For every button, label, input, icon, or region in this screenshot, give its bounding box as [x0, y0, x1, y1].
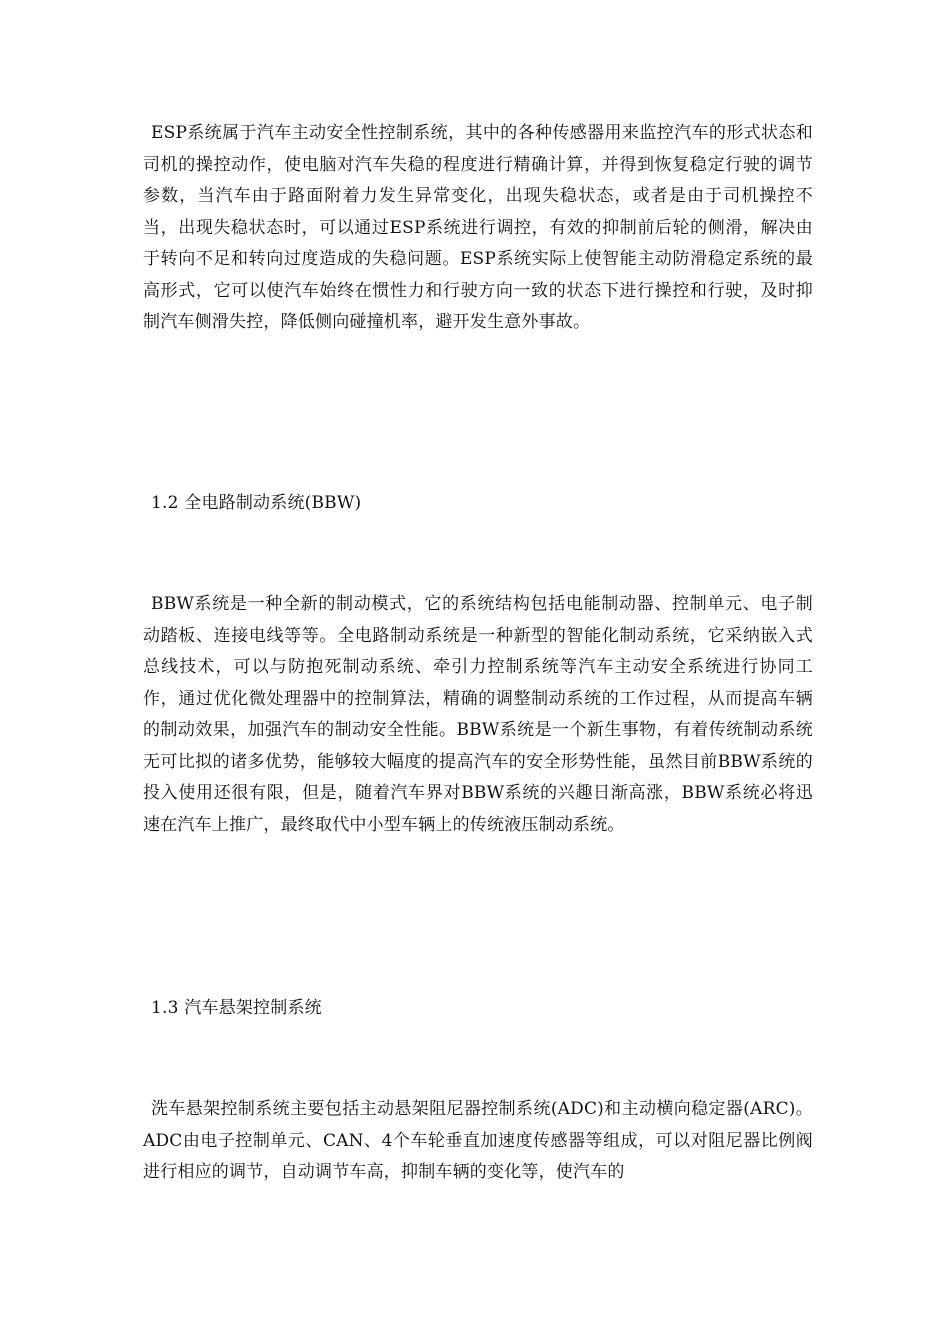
section-heading-suspension: 1.3 汽车悬架控制系统 — [151, 998, 322, 1018]
paragraph-suspension: 洗车悬架控制系统主要包括主动悬架阻尼器控制系统(ADC)和主动横向稳定器(ARC)。ADC由电子控制单元、CAN、4个车轮垂直加速度传感器等组成，可以对阻尼器比例阀进行相应的调节，自动调节车高，抑制车辆的变化等，使汽车的 — [143, 1099, 813, 1182]
paragraph-esp: ESP系统属于汽车主动安全性控制系统，其中的各种传感器用来监控汽车的形式状态和司机的操控动作，使电脑对汽车失稳的程度进行精确计算，并得到恢复稳定行驶的调节参数，当汽车由于路面附着力发生异常变化，出现失稳状态，或者是由于司机操控不当，出现失稳状态时，可以通过ESP系统进行调控，有效的抑制前后轮的侧滑，解决由于转向不足和转向过度造成的失稳问题。ESP系统实际上使智能主动防滑稳定系统的最高形式，它可以使汽车始终在惯性力和行驶方向一致的状态下进行操控和行驶，及时抑制汽车侧滑失控，降低侧向碰撞机率，避开发生意外事故。 — [143, 123, 813, 332]
paragraph-bbw: BBW系统是一种全新的制动模式，它的系统结构包括电能制动器、控制单元、电子制动踏板、连接电线等等。全电路制动系统是一种新型的智能化制动系统，它采纳嵌入式总线技术，可以与防抱死制动系统、牵引力控制系统等汽车主动安全系统进行协同工作，通过优化微处理器中的控制算法，精确的调整制动系统的工作过程，从而提高车辆的制动效果，加强汽车的制动安全性能。BBW系统是一个新生事物，有着传统制动系统无可比拟的诸多优势，能够较大幅度的提高汽车的安全形势性能，虽然目前BBW系统的投入使用还很有限，但是，随着汽车界对BBW系统的兴趣日渐高涨，BBW系统必将迅速在汽车上推广，最终取代中小型车辆上的传统液压制动系统。 — [143, 594, 813, 835]
section-heading-bbw: 1.2 全电路制动系统(BBW) — [151, 493, 362, 513]
